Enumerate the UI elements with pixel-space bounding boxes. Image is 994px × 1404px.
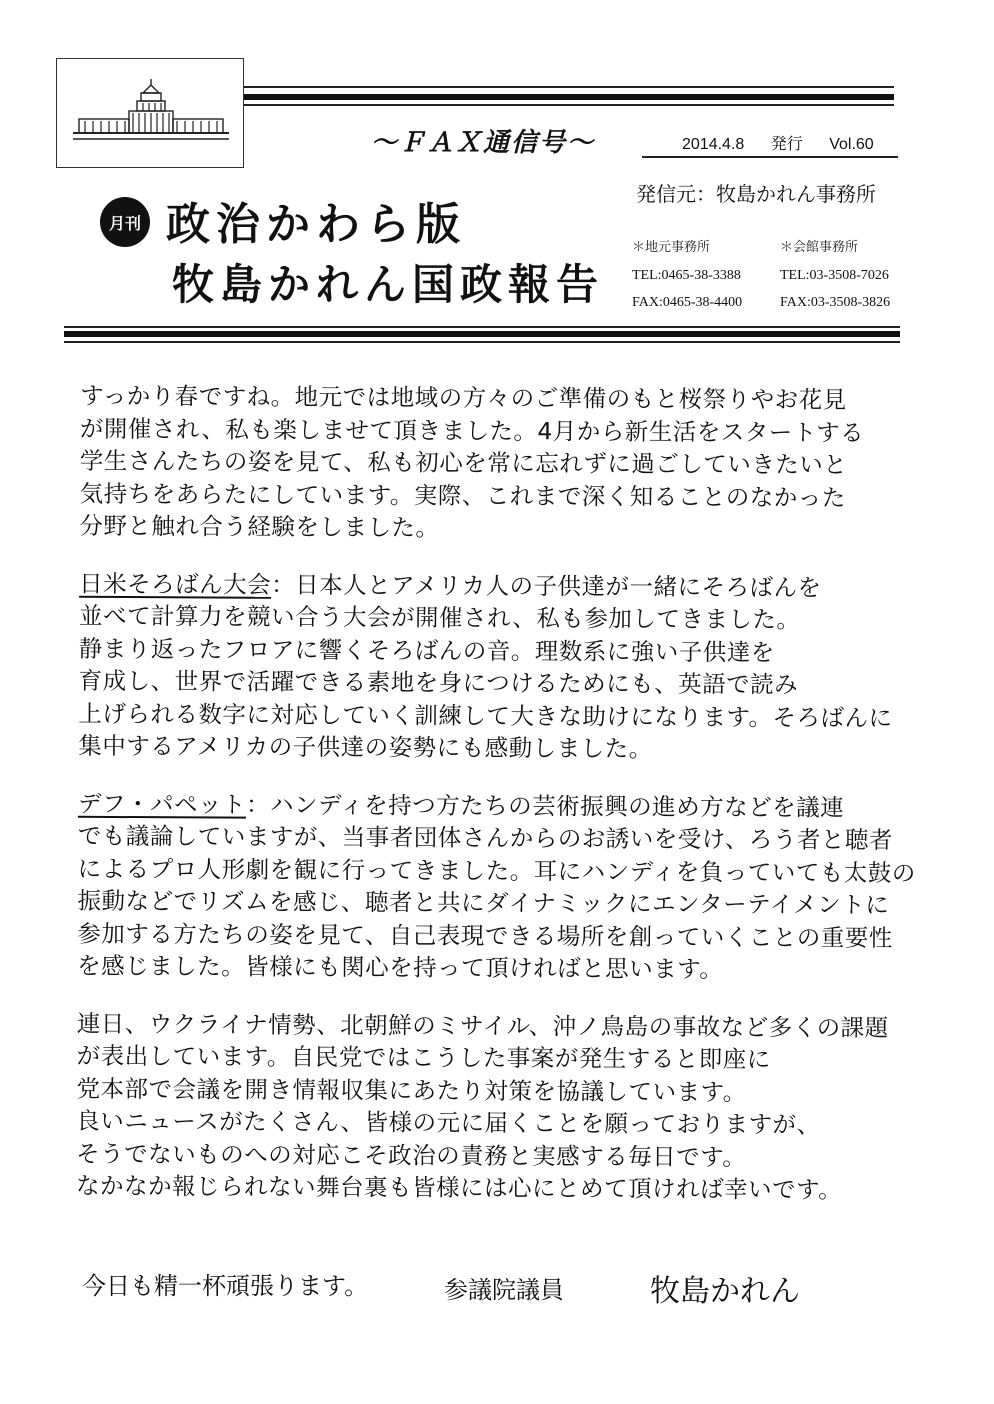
text-line: 振動などでリズムを感じ、聴者と共にダイナミックにエンターテイメントに [77, 886, 890, 920]
signer-title: 参議院議員 [444, 1276, 564, 1304]
text-line: すっかり春ですね。地元では地域の方々のご準備のもと桜祭りやお花見 [80, 381, 847, 414]
office-local [632, 236, 742, 322]
text-line: 連日、ウクライナ情勢、北朝鮮のミサイル、沖ノ鳥島の事故など多くの課題 [76, 1009, 889, 1042]
newsletter-subtitle: 牧島かれん国政報告 [172, 260, 605, 309]
text-fragment: ：日本人とアメリカ人の子供達が一緒にそろばんを [271, 570, 822, 602]
text-line: 育成し、世界で活躍できる素地を身につけるためにも、英語で読み [78, 666, 799, 699]
header-bottom-rule-thick [64, 331, 900, 337]
office-name: ＊地元事務所 [632, 239, 711, 254]
header-rule-thin [244, 86, 894, 88]
text-line: 良いニュースがたくさん、皆様の元に届くことを願っておりますが、 [76, 1106, 821, 1139]
monthly-badge: 月刊 [100, 197, 150, 247]
text-line: 集中するアメリカの子供達の姿勢にも感動しました。 [78, 731, 653, 763]
text-line: 静まり返ったフロアに響くそろばんの音。理数系に強い子供達を [78, 634, 775, 666]
paragraph-current-affairs [76, 1007, 917, 1206]
text-line: なかなか報じられない舞台裏も皆様には心にとめて頂ければ幸いです。 [75, 1171, 843, 1204]
issue-line [682, 131, 874, 154]
section-heading: 日米そろばん大会 [79, 569, 272, 599]
text-line [78, 787, 918, 824]
header-rule-thin-lower [244, 104, 894, 106]
text-line: 分野と触れ合う経験をしました。 [79, 511, 440, 542]
section-heading: デフ・パペット [77, 789, 247, 819]
paragraph-soroban [78, 567, 919, 766]
text-line: 参加する方たちの姿を見て、自己表現できる場所を創っていくことの重要性 [77, 919, 893, 952]
text-line: でも議論していますが、当事者団体さんからのお誘いを受け、ろう者と聴者 [77, 821, 893, 855]
text-line [79, 567, 919, 604]
header-rule-thick [244, 94, 894, 100]
fax-title: ～ＦＡＸ通信号～ [370, 128, 595, 158]
sender: 発信元：牧島かれん事務所 [636, 182, 876, 206]
office-name: ＊会館事務所 [780, 239, 859, 254]
issued-label: 発行 [770, 136, 803, 153]
header-bottom-rule-thin [64, 326, 900, 328]
text-line: 気持ちをあらたにしています。実際、これまで深く知ることのなかった [79, 479, 846, 512]
issue-volume: Vol.60 [829, 136, 874, 153]
text-line: によるプロ人形劇を観に行ってきました。耳にハンディを負っていても太鼓の [77, 854, 916, 887]
issue-underline [642, 156, 898, 158]
office-tel: TEL:03-3508-7026 [780, 268, 889, 283]
newsletter-title: 政治かわら版 [166, 199, 466, 250]
text-line: そうでないものへの対応こそ政治の責務と実感する毎日です。 [76, 1139, 747, 1171]
text-fragment: ：ハンディを持つ方たちの芸術振興の進め方などを議連 [245, 790, 845, 822]
paragraph-deaf-puppet [77, 787, 918, 986]
diet-building-icon [73, 77, 229, 151]
signer-name: 牧島かれん [650, 1274, 800, 1309]
text-line: 党本部で会議を開き情報収集にあたり対策を協議しています。 [76, 1074, 747, 1106]
office-hall [780, 236, 890, 322]
text-line: を感じました。皆様にも関心を持って頂ければと思います。 [77, 951, 724, 984]
closing-greeting: 今日も精一杯頑張ります。 [82, 1272, 369, 1300]
issue-date: 2014.4.8 [682, 136, 745, 153]
text-line: 学生さんたちの姿を見て、私も初心を常に忘れずに過ごしていきたいと [79, 446, 848, 479]
office-fax: FAX:0465-38-4400 [632, 295, 743, 310]
header-bottom-rule-thin-lower [64, 341, 900, 343]
office-fax: FAX:03-3508-3826 [780, 295, 891, 310]
text-line: 上げられる数字に対応していく訓練して大きな助けになります。そろばんに [78, 699, 893, 732]
paragraph-spring [79, 380, 920, 547]
text-line: が表出しています。自民党ではこうした事案が発生すると即座に [76, 1041, 771, 1074]
logo-box [56, 58, 244, 168]
text-line: が開催され、私も楽しませて頂きました。4月から新生活をスタートする [79, 414, 865, 447]
office-tel: TEL:0465-38-3388 [632, 268, 741, 283]
text-line: 並べて計算力を競い合う大会が開催され、私も参加してきました。 [78, 601, 801, 634]
letter-body [76, 380, 920, 1232]
